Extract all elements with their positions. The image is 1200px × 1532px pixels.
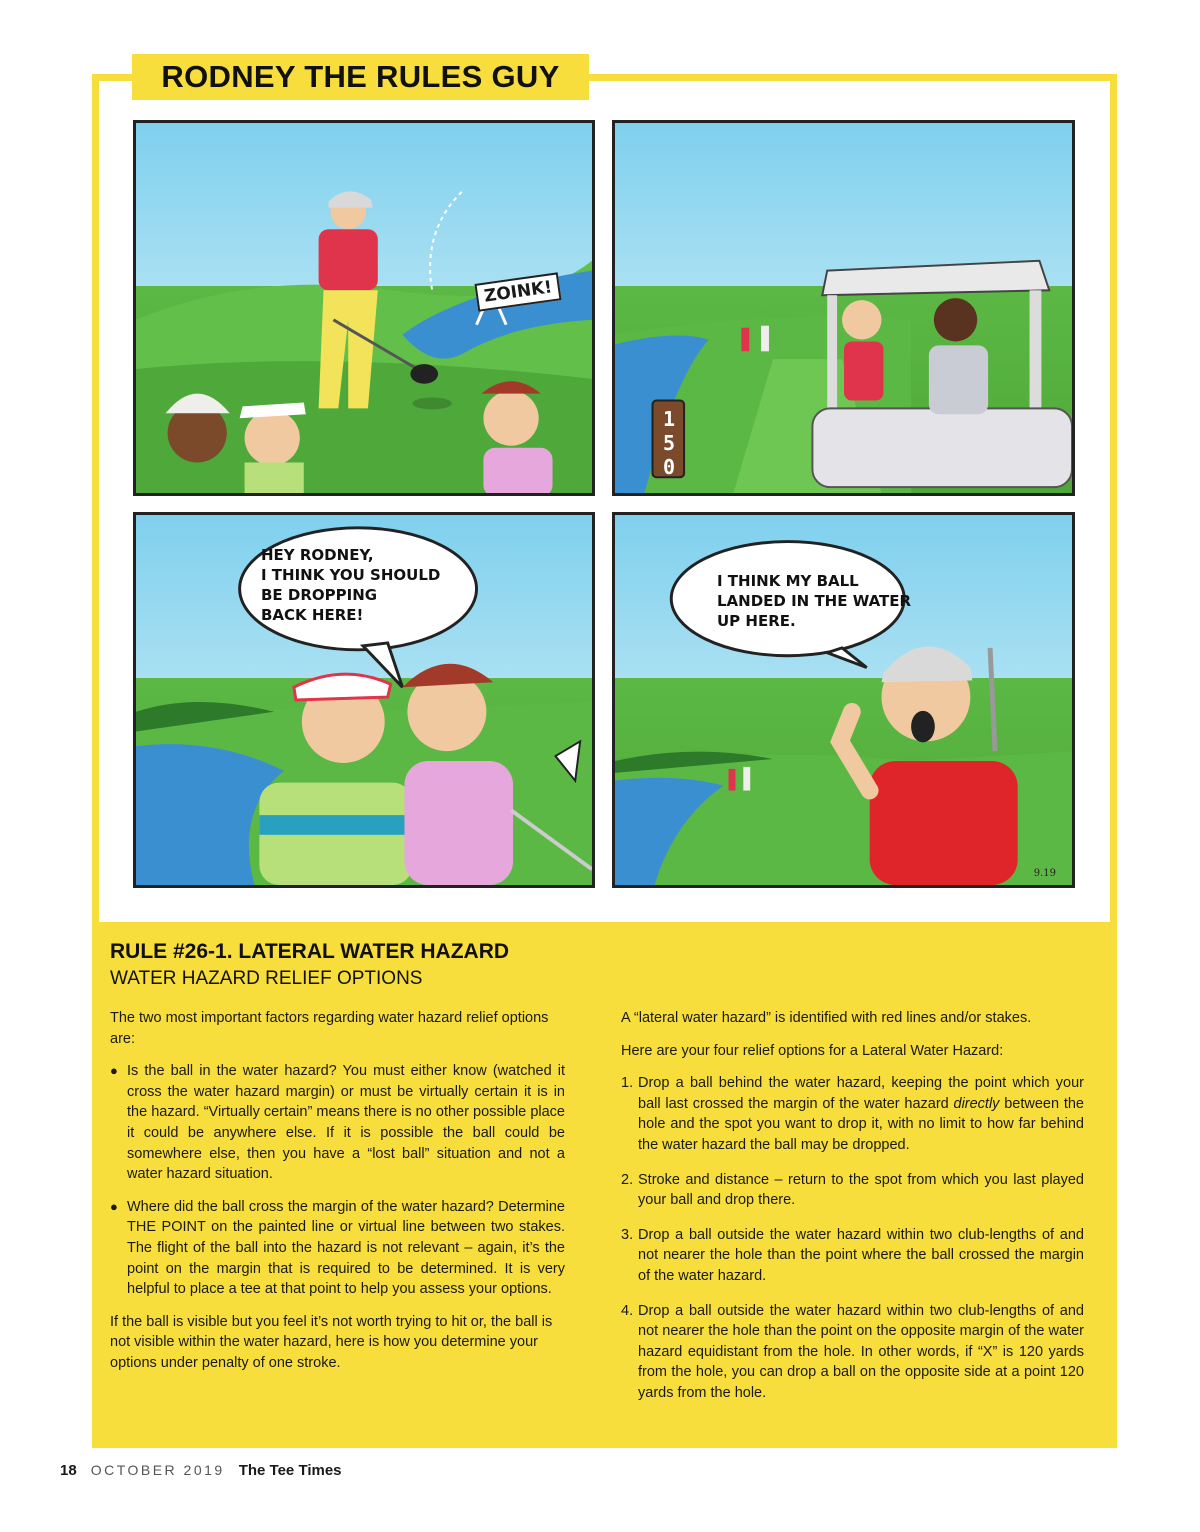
option-number: 4. [621, 1302, 634, 1319]
list-item [621, 1225, 1084, 1287]
option-number: 2. [621, 1171, 634, 1188]
issue-date: OCTOBER 2019 [90, 1462, 225, 1478]
hazard-definition: A “lateral water hazard” is identified with red lines and/or stakes. [621, 1010, 1032, 1026]
intro-paragraph: The two most important factors regarding water hazard relief options are: [110, 1010, 549, 1047]
speech-bubble-rodney-reply [717, 571, 947, 631]
comic-panel-2 [612, 120, 1075, 496]
comic-art-tee-shot [136, 123, 592, 493]
rule-column-left [110, 1008, 565, 1386]
rule-explanation [92, 922, 1117, 1448]
speech-line: LANDED IN THE WATER [717, 592, 912, 610]
options-intro: Here are your four relief options for a Lateral Water Hazard: [621, 1042, 1004, 1059]
speech-line: BE DROPPING [261, 586, 378, 604]
artist-signature: 9.19 [1033, 868, 1056, 879]
rule-subtitle: WATER HAZARD RELIEF OPTIONS [110, 968, 423, 989]
yardage-digit: 0 [662, 455, 676, 479]
option-number: 1. [621, 1075, 634, 1092]
yardage-digit: 1 [662, 407, 676, 431]
speech-line: BACK HERE! [261, 606, 364, 624]
bullet-icon: ● [110, 1063, 118, 1079]
bullet-icon: ● [110, 1198, 118, 1214]
speech-line: I THINK MY BALL [717, 572, 859, 590]
list-item [110, 1197, 565, 1300]
option-number: 3. [621, 1226, 634, 1243]
comic-panel-3 [133, 512, 595, 888]
option-text: Stroke and distance – return to the spot from which you last played your ball and drop there. [638, 1171, 1084, 1209]
list-item [621, 1170, 1084, 1211]
comic-panel-4 [612, 512, 1075, 888]
bullet-text: Is the ball in the water hazard? You must either know (watched it cross the water hazard margin) or must be virtually certain it is in the hazard. “Virtually certain” means there is no other possible place it could be anywhere else. If it is possible the ball could be somewhere else, then you have a “lost ball” situation and not a water hazard situation. [127, 1063, 565, 1183]
comic-panel-1 [133, 120, 595, 496]
option-text: Drop a ball behind the water hazard, keeping the point which your ball last crossed the margin of the water hazard directly between the hole and the spot you want to drop it, with no limit to how far behind the water hazard the ball may be dropped. [638, 1075, 1084, 1153]
speech-line: HEY RODNEY, [261, 546, 374, 564]
magazine-name: The Tee Times [238, 1462, 342, 1479]
list-item [110, 1061, 565, 1185]
page-footer [60, 1462, 342, 1479]
list-item [621, 1301, 1084, 1404]
yardage-digit: 5 [662, 431, 676, 455]
bullet-text: Where did the ball cross the margin of the water hazard? Determine THE POINT on the painted line or virtual line between two stakes. The flight of the ball into the hazard is not relevant – again, it’s the point on the margin that is required to be determined. It is very helpful to place a tee at that point to help you assess your options. [127, 1198, 565, 1298]
yardage-marker [653, 407, 685, 479]
option-text: Drop a ball outside the water hazard within two club-lengths of and not nearer the hole than the point on the opposite margin of the water hazard equidistant from the hole. In other words, if “X” is 120 yards from the hole, you can drop a ball on the opposite side at a point 120 yards from the hole. [638, 1302, 1084, 1401]
speech-line: I THINK YOU SHOULD [261, 566, 441, 584]
rule-title: RULE #26-1. LATERAL WATER HAZARD [110, 940, 510, 963]
speech-line: UP HERE. [717, 612, 796, 630]
page-title: RODNEY THE RULES GUY [132, 54, 589, 100]
page-number: 18 [60, 1462, 77, 1479]
sound-effect-zoink: ZOINK! [474, 272, 561, 311]
option-text: Drop a ball outside the water hazard within two club-lengths of and not nearer the hole than the point where the ball crossed the margin of the water hazard. [638, 1226, 1084, 1284]
rule-column-right [621, 1008, 1084, 1418]
speech-bubble-rodney [261, 545, 471, 625]
closing-paragraph: If the ball is visible but you feel it’s not worth trying to hit or, the ball is not visible within the water hazard, here is how you determine your options under penalty of one stroke. [110, 1313, 553, 1371]
list-item [621, 1073, 1084, 1155]
